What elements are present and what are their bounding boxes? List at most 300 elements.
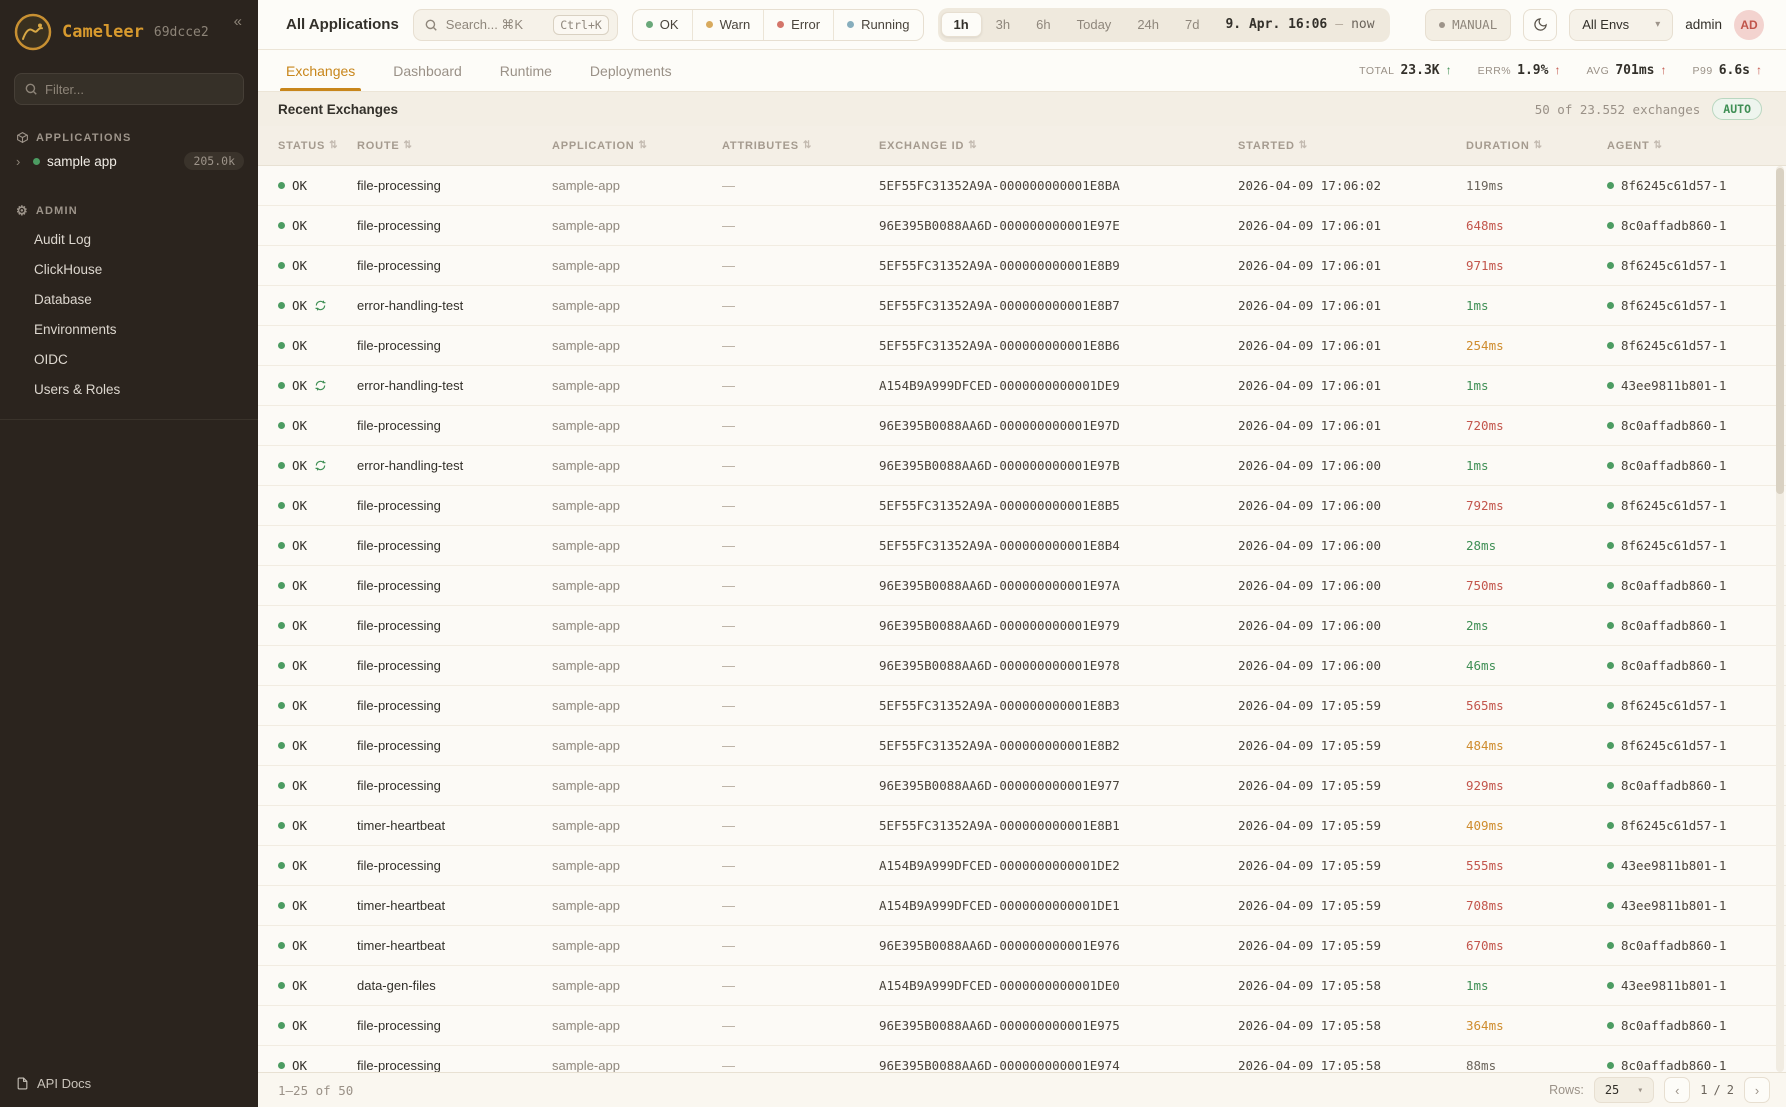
filter-chip-warn[interactable] [693,10,765,40]
application-cell: sample-app [552,898,620,913]
trend-up-icon: ↑ [1660,63,1667,77]
agent-cell: 43ee9811b801-1 [1607,898,1774,913]
agent-status-dot [1607,262,1614,269]
agent-cell: 43ee9811b801-1 [1607,858,1774,873]
table-row[interactable] [258,926,1786,966]
exchange-id-cell: A154B9A999DFCED-0000000000001DE0 [879,978,1120,993]
application-selector[interactable]: All Applications [286,16,399,33]
application-cell: sample-app [552,458,620,473]
ok-status-dot [278,942,285,949]
table-row[interactable] [258,526,1786,566]
started-cell: 2026-04-09 17:05:59 [1238,778,1381,793]
admin-header [0,204,258,217]
table-row[interactable] [258,286,1786,326]
route-cell: error-handling-test [357,298,464,313]
duration-cell: 88ms [1466,1058,1497,1072]
ok-status-dot [278,382,285,389]
exchange-id-cell: A154B9A999DFCED-0000000000001DE2 [879,858,1120,873]
table-row[interactable] [258,326,1786,366]
attributes-cell: — [722,858,735,873]
agent-cell: 8c0affadb860-1 [1607,938,1774,953]
table-row[interactable] [258,246,1786,286]
time-range-24h[interactable]: 24h [1137,17,1160,32]
status-cell: OK [278,418,357,433]
table-row[interactable] [258,206,1786,246]
route-cell: file-processing [357,1058,441,1072]
stat-value: 1.9% [1517,63,1549,78]
page-separator: / [1713,1083,1721,1097]
time-range-1h[interactable]: 1h [941,12,982,37]
started-cell: 2026-04-09 17:06:01 [1238,298,1381,313]
route-cell: file-processing [357,178,441,193]
sidebar-item-clickhouse[interactable]: ClickHouse [34,262,103,277]
agent-cell: 8c0affadb860-1 [1607,578,1774,593]
filter-chip-running[interactable] [834,10,922,40]
agent-cell: 43ee9811b801-1 [1607,978,1774,993]
attributes-cell: — [722,778,735,793]
application-cell: sample-app [552,858,620,873]
rows-per-page-select[interactable] [1594,1077,1654,1103]
api-docs-link[interactable] [0,1062,258,1107]
env-selector[interactable] [1569,9,1673,41]
prev-page-button[interactable]: ‹ [1664,1077,1690,1103]
table-row[interactable] [258,846,1786,886]
trend-up-icon: ↑ [1756,63,1762,77]
table-row[interactable] [258,486,1786,526]
ok-status-dot [278,702,285,709]
table-row[interactable] [258,366,1786,406]
duration-cell: 28ms [1466,538,1497,553]
filter-chip-ok[interactable] [633,10,693,40]
application-cell: sample-app [552,1018,620,1033]
exchange-id-cell: 96E395B0088AA6D-000000000001E979 [879,618,1120,633]
document-icon [16,1077,29,1090]
started-cell: 2026-04-09 17:05:58 [1238,978,1381,993]
ok-status-dot [278,182,285,189]
started-cell: 2026-04-09 17:05:58 [1238,1018,1381,1033]
avatar[interactable]: AD [1734,10,1764,40]
applications-header [0,131,258,144]
stat-p99 [1693,63,1763,78]
duration-cell: 1ms [1466,458,1489,473]
status-cell: OK [278,978,357,993]
table-row[interactable] [258,1046,1786,1072]
attributes-cell: — [722,618,735,633]
time-range-3h[interactable]: 3h [995,17,1011,32]
manual-refresh-button[interactable] [1425,9,1511,41]
search-box[interactable] [413,9,618,41]
route-cell: file-processing [357,778,441,793]
rows-per-page-label: Rows: [1549,1083,1584,1097]
duration-cell: 971ms [1466,258,1504,273]
sidebar-item-sample-app[interactable] [0,144,258,178]
attributes-cell: — [722,978,735,993]
application-cell: sample-app [552,258,620,273]
status-cell: OK [278,298,357,313]
status-filter-group [632,9,924,41]
column-header-attributes[interactable]: ATTRIBUTES ⇅ [722,139,813,152]
moon-icon [1533,17,1548,32]
table-row[interactable] [258,446,1786,486]
table-row[interactable] [258,686,1786,726]
duration-cell: 792ms [1466,498,1504,513]
api-docs-label: API Docs [37,1076,92,1091]
application-cell: sample-app [552,578,620,593]
redelivery-icon [315,300,326,311]
application-cell: sample-app [552,658,620,673]
route-cell: file-processing [357,538,441,553]
sidebar-item-users-roles[interactable]: Users & Roles [34,382,121,397]
ok-status-dot [278,982,285,989]
stats-bar [1359,50,1762,91]
status-cell: OK [278,338,357,353]
column-header-started[interactable]: STARTED ⇅ [1238,139,1308,152]
route-cell: file-processing [357,658,441,673]
started-cell: 2026-04-09 17:06:00 [1238,498,1381,513]
stat-value: 23.3K [1400,63,1440,78]
started-cell: 2026-04-09 17:05:59 [1238,858,1381,873]
column-header-application[interactable]: APPLICATION ⇅ [552,139,648,152]
route-cell: file-processing [357,498,441,513]
error-status-dot [777,21,784,28]
route-cell: file-processing [357,218,441,233]
exchange-id-cell: 96E395B0088AA6D-000000000001E97D [879,418,1120,433]
route-cell: error-handling-test [357,378,464,393]
started-cell: 2026-04-09 17:05:59 [1238,898,1381,913]
duration-cell: 364ms [1466,1018,1504,1033]
duration-cell: 484ms [1466,738,1504,753]
stat-label: P99 [1692,65,1713,77]
main-content [258,0,1786,1107]
attributes-cell: — [722,298,735,313]
ok-status-dot [278,622,285,629]
applications-label: APPLICATIONS [36,131,132,144]
sidebar-item-database[interactable]: Database [34,292,92,307]
started-cell: 2026-04-09 17:06:00 [1238,458,1381,473]
sort-icon: ⇅ [1653,140,1663,151]
status-cell: OK [278,898,357,913]
status-cell: OK [278,578,357,593]
stat-err [1478,63,1561,78]
exchange-id-cell: 96E395B0088AA6D-000000000001E976 [879,938,1120,953]
started-cell: 2026-04-09 17:06:00 [1238,618,1381,633]
ok-status-dot [278,422,285,429]
trend-up-icon: ↑ [1445,63,1452,77]
ok-status-dot [646,21,653,28]
application-cell: sample-app [552,698,620,713]
exchange-id-cell: A154B9A999DFCED-0000000000001DE9 [879,378,1120,393]
table-row[interactable] [258,406,1786,446]
agent-status-dot [1607,822,1614,829]
sidebar-item-environments[interactable]: Environments [34,322,117,337]
tab-dashboard[interactable]: Dashboard [393,62,462,79]
agent-cell: 8c0affadb860-1 [1607,658,1774,673]
agent-cell: 8c0affadb860-1 [1607,418,1774,433]
sort-icon: ⇅ [968,140,978,151]
ok-status-dot [278,222,285,229]
ok-status-dot [278,582,285,589]
chevron-down-icon: ▾ [1655,19,1661,30]
status-cell: OK [278,778,357,793]
table-row[interactable] [258,766,1786,806]
tab-bar [258,50,1786,92]
stat-label: TOTAL [1359,65,1395,77]
search-icon [24,82,38,96]
status-cell: OK [278,1018,357,1033]
redelivery-icon [315,380,326,391]
app-title: Cameleer [62,22,144,42]
started-cell: 2026-04-09 17:06:01 [1238,258,1381,273]
ok-status-dot [278,342,285,349]
agent-cell: 8f6245c61d57-1 [1607,498,1774,513]
application-cell: sample-app [552,938,620,953]
ok-status-dot [278,462,285,469]
running-status-dot [847,21,854,28]
agent-status-dot [1607,302,1614,309]
agent-cell: 8f6245c61d57-1 [1607,698,1774,713]
table-row[interactable] [258,606,1786,646]
exchange-id-cell: 96E395B0088AA6D-000000000001E978 [879,658,1120,673]
duration-cell: 648ms [1466,218,1504,233]
exchange-id-cell: 5EF55FC31352A9A-000000000001E8B6 [879,338,1120,353]
table-row[interactable] [258,166,1786,206]
route-cell: data-gen-files [357,978,436,993]
application-cell: sample-app [552,538,620,553]
attributes-cell: — [722,818,735,833]
time-from: 9. Apr. 16:06 [1225,17,1328,32]
sort-icon: ⇅ [1298,140,1308,151]
ok-status-dot [278,742,285,749]
agent-status-dot [1607,422,1614,429]
admin-section [0,204,258,420]
attributes-cell: — [722,1058,735,1072]
search-icon [424,18,438,32]
agent-status-dot [1607,462,1614,469]
table-row[interactable] [258,966,1786,1006]
exchange-id-cell: 5EF55FC31352A9A-000000000001E8BA [879,178,1120,193]
agent-status-dot [1607,622,1614,629]
exchange-id-cell: 96E395B0088AA6D-000000000001E975 [879,1018,1120,1033]
filter-chip-label: Error [791,17,821,32]
application-cell: sample-app [552,378,620,393]
table-row[interactable] [258,726,1786,766]
gear-icon: ⚙ [16,203,29,218]
attributes-cell: — [722,498,735,513]
attributes-cell: — [722,538,735,553]
time-range-6h[interactable]: 6h [1036,17,1051,32]
agent-status-dot [1607,702,1614,709]
attributes-cell: — [722,178,735,193]
redelivery-icon [315,460,326,471]
agent-status-dot [1607,982,1614,989]
column-header-route[interactable]: ROUTE ⇅ [357,139,413,152]
app-version: 69dcce2 [153,24,209,40]
attributes-cell: — [722,338,735,353]
agent-status-dot [1607,542,1614,549]
route-cell: timer-heartbeat [357,818,446,833]
route-cell: file-processing [357,418,441,433]
tab-runtime[interactable]: Runtime [499,62,552,79]
duration-cell: 565ms [1466,698,1504,713]
column-header-exchange-id[interactable]: EXCHANGE ID ⇅ [879,139,978,152]
auto-refresh-badge[interactable]: AUTO [1712,98,1762,120]
stat-total [1359,63,1452,78]
section-title-bar [258,92,1786,126]
started-cell: 2026-04-09 17:06:01 [1238,218,1381,233]
attributes-cell: — [722,938,735,953]
started-cell: 2026-04-09 17:06:01 [1238,418,1381,433]
route-cell: file-processing [357,698,441,713]
time-range-display[interactable] [1213,17,1386,32]
agent-status-dot [1607,1062,1614,1069]
application-cell: sample-app [552,498,620,513]
duration-cell: 720ms [1466,418,1504,433]
status-cell: OK [278,178,357,193]
application-cell: sample-app [552,618,620,633]
sidebar-collapse-icon[interactable]: « [233,13,242,30]
route-cell: file-processing [357,738,441,753]
filter-chip-label: OK [659,17,679,32]
agent-status-dot [1607,342,1614,349]
agent-status-dot [1607,742,1614,749]
status-cell: OK [278,258,357,273]
exchange-id-cell: A154B9A999DFCED-0000000000001DE1 [879,898,1120,913]
chevron-right-icon[interactable]: › [16,153,21,169]
started-cell: 2026-04-09 17:05:59 [1238,938,1381,953]
ok-status-dot [278,1062,285,1069]
sidebar [0,0,258,1107]
duration-cell: 46ms [1466,658,1497,673]
sidebar-divider [0,419,258,420]
attributes-cell: — [722,1018,735,1033]
started-cell: 2026-04-09 17:06:00 [1238,658,1381,673]
sidebar-item-oidc[interactable]: OIDC [34,352,68,367]
topbar-right-controls [1425,9,1764,41]
column-header-status[interactable]: STATUS ⇅ [278,139,339,152]
ok-status-dot [278,542,285,549]
started-cell: 2026-04-09 17:06:02 [1238,178,1381,193]
ok-status-dot [278,262,285,269]
page-title: Recent Exchanges [278,101,399,117]
table-row[interactable] [258,646,1786,686]
duration-cell: 2ms [1466,618,1489,633]
column-header-duration[interactable]: DURATION ⇅ [1466,139,1543,152]
time-range-today[interactable]: Today [1076,17,1112,32]
time-range-7d[interactable]: 7d [1185,17,1200,32]
duration-cell: 670ms [1466,938,1504,953]
agent-cell: 8c0affadb860-1 [1607,458,1774,473]
tab-deployments[interactable]: Deployments [589,62,672,79]
agent-status-dot [1607,782,1614,789]
exchange-id-cell: 96E395B0088AA6D-000000000001E974 [879,1058,1120,1072]
started-cell: 2026-04-09 17:05:59 [1238,738,1381,753]
application-cell: sample-app [552,818,620,833]
scrollbar-thumb[interactable] [1776,168,1784,494]
status-cell: OK [278,458,357,473]
status-dot-green [33,158,40,165]
agent-cell: 8c0affadb860-1 [1607,1058,1774,1072]
table-row[interactable] [258,566,1786,606]
exchange-id-cell: 5EF55FC31352A9A-000000000001E8B2 [879,738,1120,753]
search-shortcut-badge: Ctrl+K [553,15,609,35]
sort-icon: ⇅ [1533,140,1543,151]
scrollbar-track[interactable] [1776,166,1784,1072]
agent-status-dot [1607,502,1614,509]
application-name: sample app [47,153,117,169]
stat-label: ERR% [1477,65,1512,77]
status-cell: OK [278,538,357,553]
attributes-cell: — [722,578,735,593]
route-cell: file-processing [357,618,441,633]
agent-status-dot [1607,1022,1614,1029]
status-cell: OK [278,618,357,633]
agent-cell: 8f6245c61d57-1 [1607,818,1774,833]
theme-toggle-button[interactable] [1523,9,1557,41]
sidebar-item-audit-log[interactable]: Audit Log [34,232,92,247]
application-cell: sample-app [552,338,620,353]
duration-cell: 409ms [1466,818,1504,833]
cameleer-logo-icon [14,13,52,51]
table-header [258,126,1786,166]
time-separator: — [1335,17,1344,32]
column-header-agent[interactable]: AGENT ⇅ [1607,139,1663,152]
agent-status-dot [1607,182,1614,189]
next-page-button[interactable]: › [1744,1077,1770,1103]
current-page: 1 [1700,1083,1708,1097]
manual-label: MANUAL [1452,17,1498,32]
status-cell: OK [278,218,357,233]
tab-exchanges[interactable]: Exchanges [286,50,355,91]
sort-icon: ⇅ [802,140,813,151]
attributes-cell: — [722,378,735,393]
attributes-cell: — [722,458,735,473]
page-indicator [1700,1083,1734,1097]
attributes-cell: — [722,218,735,233]
filter-chip-error[interactable] [764,10,834,40]
exchange-id-cell: 96E395B0088AA6D-000000000001E97E [879,218,1120,233]
application-cell: sample-app [552,1058,620,1072]
agent-cell: 8c0affadb860-1 [1607,778,1774,793]
started-cell: 2026-04-09 17:05:59 [1238,818,1381,833]
ok-status-dot [278,902,285,909]
route-cell: file-processing [357,258,441,273]
time-to: now [1351,17,1375,32]
filter-chip-label: Running [861,17,910,32]
agent-cell: 8c0affadb860-1 [1607,1018,1774,1033]
duration-cell: 750ms [1466,578,1504,593]
duration-cell: 1ms [1466,298,1489,313]
sort-icon: ⇅ [403,140,413,151]
attributes-cell: — [722,658,735,673]
table-row[interactable] [258,806,1786,846]
admin-label: ADMIN [35,204,78,217]
table-body [258,166,1786,1072]
agent-cell: 8f6245c61d57-1 [1607,338,1774,353]
table-row[interactable] [258,1006,1786,1046]
table-row[interactable] [258,886,1786,926]
agent-cell: 8f6245c61d57-1 [1607,178,1774,193]
duration-cell: 929ms [1466,778,1504,793]
total-pages: 2 [1726,1083,1734,1097]
agent-status-dot [1607,902,1614,909]
duration-cell: 254ms [1466,338,1504,353]
application-cell: sample-app [552,298,620,313]
sidebar-filter-input[interactable] [14,73,244,105]
warn-status-dot [706,21,713,28]
status-cell: OK [278,498,357,513]
application-count-badge: 205.0k [184,152,244,170]
agent-cell: 8c0affadb860-1 [1607,218,1774,233]
